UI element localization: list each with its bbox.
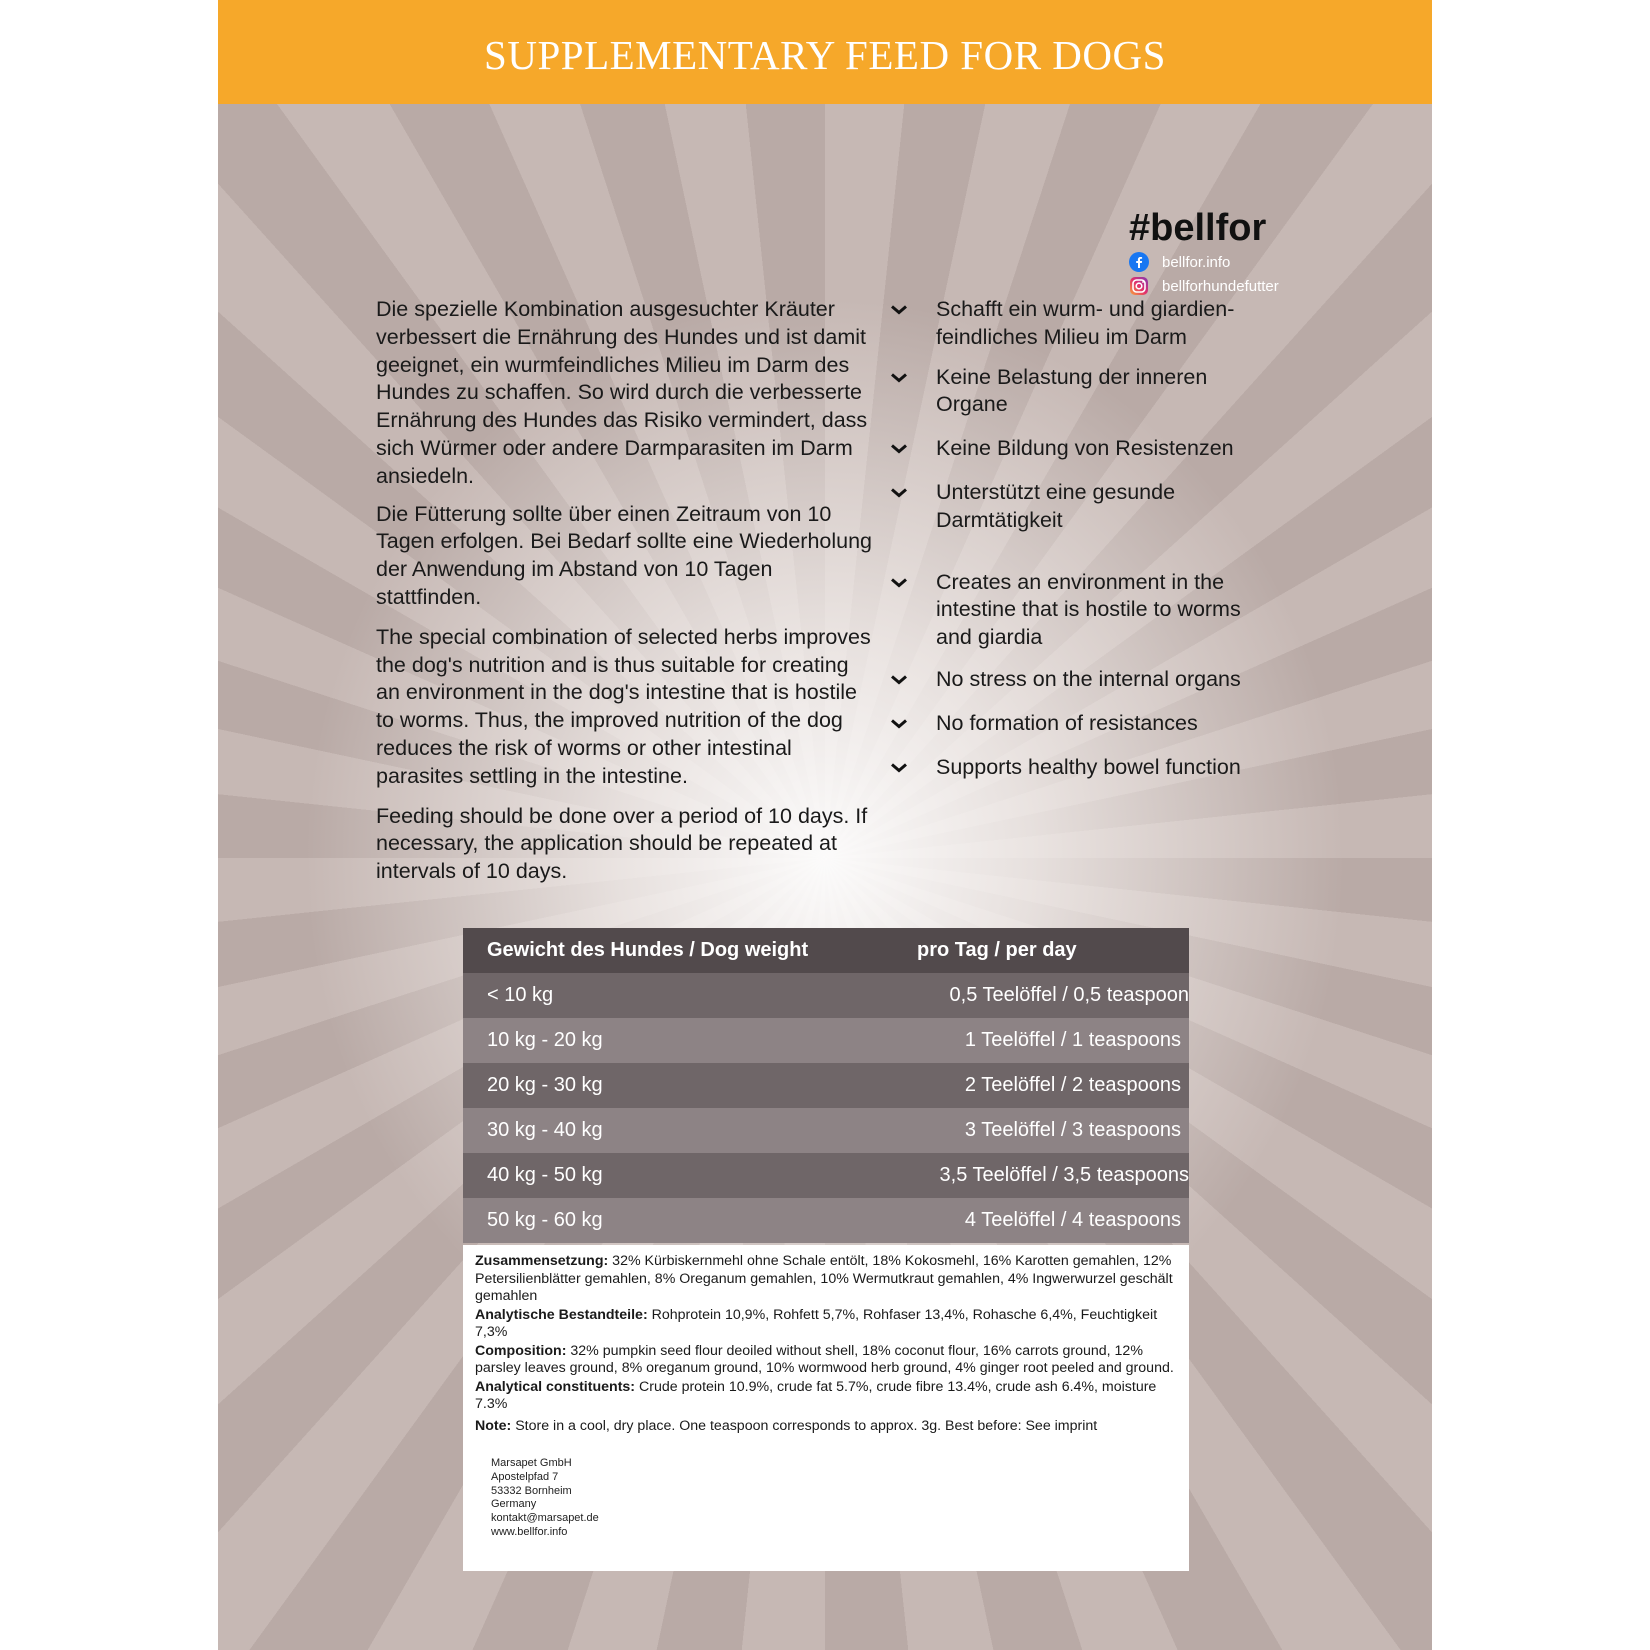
check-icon bbox=[890, 573, 908, 591]
table-row: < 10 kg 0,5 Teelöffel / 0,5 teaspoon bbox=[463, 973, 1189, 1018]
header-amount: pro Tag / per day bbox=[917, 939, 1077, 961]
header-weight: Gewicht des Hundes / Dog weight bbox=[487, 939, 809, 961]
check-icon bbox=[890, 439, 908, 457]
benefit-item: Supports healthy bowel function bbox=[890, 754, 1270, 782]
instagram-row bbox=[1129, 274, 1429, 298]
composition-de: Zusammensetzung: 32% Kürbiskernmehl ohne Schale entölt, 18% Kokosmehl, 16% Karotten gemahlen, 12% Petersilienblätter gemahlen, 8% Oreganum gemahlen, 10% Wermutkraut gemahlen, 4% Ingwerwurzel geschält gemahlen bbox=[475, 1253, 1173, 1304]
benefit-item: Unterstützt eine gesunde Darmtätigkeit bbox=[890, 479, 1270, 535]
description-column bbox=[376, 296, 876, 896]
check-icon bbox=[890, 758, 908, 776]
instagram-icon bbox=[1129, 276, 1149, 296]
check-icon bbox=[890, 300, 908, 318]
benefit-item: Schafft ein wurm- und giardien-feindliches Milieu im Darm bbox=[890, 296, 1270, 352]
facebook-row bbox=[1129, 250, 1429, 274]
storage-note: Note: Store in a cool, dry place. One teaspoon corresponds to approx. 3g. Best before: See imprint bbox=[475, 1417, 1098, 1434]
benefit-item: No formation of resistances bbox=[890, 710, 1270, 738]
dosage-table bbox=[463, 928, 1189, 1243]
brand-block bbox=[1129, 206, 1429, 298]
website-link[interactable]: www.bellfor.info bbox=[491, 1525, 568, 1538]
table-row: 20 kg - 30 kg 2 Teelöffel / 2 teaspoons bbox=[463, 1063, 1189, 1108]
benefit-item: Keine Bildung von Resistenzen bbox=[890, 435, 1270, 463]
check-icon bbox=[890, 670, 908, 688]
manufacturer-address: Marsapet GmbH Apostelpfad 7 53332 Bornheim Germany kontakt@marsapet.de www.bellfor.info bbox=[491, 1457, 1181, 1540]
instagram-handle: bellforhundefutter bbox=[1162, 277, 1279, 295]
facebook-icon bbox=[1129, 252, 1149, 272]
dosage-header-row bbox=[463, 928, 1189, 973]
composition-en: Composition: 32% pumpkin seed flour deoiled without shell, 18% coconut flour, 16% carrots ground, 12% parsley leaves ground, 8% oreganum ground, 10% wormwood herb ground, 4% ginger root peeled and ground. bbox=[475, 1342, 1174, 1376]
check-icon bbox=[890, 368, 908, 386]
description-de-2: Die Fütterung sollte über einen Zeitraum von 10 Tagen erfolgen. Bei Bedarf sollte eine Wiederholung der Anwendung im Abstand von 10 Tagen stattfinden. bbox=[376, 501, 873, 609]
benefits-column bbox=[890, 296, 1270, 781]
facebook-handle: bellfor.info bbox=[1162, 253, 1231, 271]
check-icon bbox=[890, 483, 908, 501]
table-row: 50 kg - 60 kg 4 Teelöffel / 4 teaspoons bbox=[463, 1198, 1189, 1243]
benefit-item: Keine Belastung der inneren Organe bbox=[890, 364, 1270, 420]
label-panel bbox=[218, 0, 1432, 1650]
page-title: SUPPLEMENTARY FEED FOR DOGS bbox=[484, 32, 1166, 78]
benefit-item: Creates an environment in the intestine that is hostile to worms and giardia bbox=[890, 569, 1270, 652]
description-en-2: Feeding should be done over a period of 10 days. If necessary, the application should be repeated at intervals of 10 days. bbox=[376, 803, 868, 884]
table-row: 10 kg - 20 kg 1 Teelöffel / 1 teaspoons bbox=[463, 1018, 1189, 1063]
table-row: 40 kg - 50 kg 3,5 Teelöffel / 3,5 teaspoons bbox=[463, 1153, 1189, 1198]
header-banner bbox=[218, 0, 1432, 104]
description-en-1: The special combination of selected herbs improves the dog's nutrition and is thus suitable for creating an environment in the dog's intestine that is hostile to worms. Thus, the improved nutrition of the dog reduces the risk of worms or other intestinal parasites settling in the intestine. bbox=[376, 624, 871, 788]
description-de-1: Die spezielle Kombination ausgesuchter Kräuter verbessert die Ernährung des Hundes und ist damit geeignet, ein wurmfeindliches Milieu im Darm des Hundes zu schaffen. So wird durch die verbesserte Ernährung des Hundes das Risiko vermindert, dass sich Würmer oder andere Darmparasiten im Darm ansiedeln. bbox=[376, 297, 868, 488]
brand-hashtag: #bellfor bbox=[1129, 207, 1267, 249]
table-row: 30 kg - 40 kg 3 Teelöffel / 3 teaspoons bbox=[463, 1108, 1189, 1153]
email-link[interactable]: kontakt@marsapet.de bbox=[491, 1512, 599, 1525]
check-icon bbox=[890, 714, 908, 732]
analytical-de: Analytische Bestandteile: Rohprotein 10,9%, Rohfett 5,7%, Rohfaser 13,4%, Rohasche 6,4%, Feuchtigkeit 7,3% bbox=[475, 1306, 1158, 1340]
analytical-en: Analytical constituents: Crude protein 10.9%, crude fat 5.7%, crude fibre 13.4%, crude ash 6.4%, moisture 7.3% bbox=[475, 1378, 1157, 1412]
benefit-item: No stress on the internal organs bbox=[890, 666, 1270, 694]
composition-box bbox=[463, 1245, 1189, 1571]
